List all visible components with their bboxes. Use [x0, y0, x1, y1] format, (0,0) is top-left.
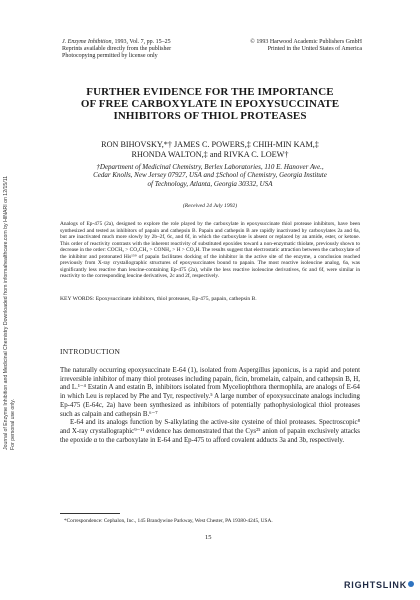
rightslink-logo[interactable] [344, 580, 414, 594]
download-notice-line: Journal of Enzyme Inhibition and Medicinal Chemistry Downloaded from informahealthcare.com by HINARI on 12/15/11 [3, 175, 9, 450]
logo-dot-icon [408, 581, 414, 587]
affiliation-line: Cedar Knolls, New Jersey 07927, USA and ‡School of Chemistry, Georgia Institute [93, 171, 327, 180]
keywords: KEY WORDS: Epoxysuccinate inhibitors, thiol proteases, Ep-475, papain, cathepsin B. [60, 296, 257, 302]
journal-name: J. Enzyme Inhibition, [62, 39, 113, 45]
title-line: FURTHER EVIDENCE FOR THE IMPORTANCE [86, 86, 334, 98]
page-number: 15 [205, 534, 212, 541]
affiliation-line: †Department of Medicinal Chemistry, Berlex Laboratories, 110 E. Hanover Ave., [96, 163, 324, 171]
publisher-info [212, 39, 362, 53]
author-list [40, 140, 380, 159]
reprints-note: Reprints available directly from the publisher [62, 46, 172, 53]
title-line: INHIBITORS OF THIOL PROTEASES [113, 110, 307, 122]
correspondence-footnote: *Correspondence: Cephalon, Inc., 145 Brandywine Parkway, West Chester, PA 19380-4245, USA. [64, 518, 273, 524]
paragraph: E-64 and its analogs function by S-alkylating the active-site cysteine of thiol proteases. Spectroscopic⁸ and X-ray crystallographic⁹⁻¹¹ evidence has demonstrated that the Cys²⁵ anion of papain exclusively attacks the epoxide α to the carboxylate in E-64 and Ep-475 to afford covalent adducts 3a and 3b, respectively. [60, 419, 360, 444]
footnote-divider [60, 513, 120, 514]
section-heading: INTRODUCTION [60, 347, 121, 356]
copyright-line: © 1993 Harwood Academic Publishers GmbH [250, 39, 362, 45]
author-line: RON BIHOVSKY,*† JAMES C. POWERS,‡ CHIH-MIN KAM,‡ [101, 140, 319, 149]
affiliations [40, 163, 380, 188]
logo-text: RIGHTSLINK [344, 580, 407, 590]
download-notice [3, 120, 27, 450]
received-date: (Received 24 July 1992) [182, 203, 238, 209]
author-line: RHONDA WALTON,‡ and RIVKA C. LOEW† [131, 149, 289, 159]
journal-volume: 1993, Vol. 7, pp. 15–25 [113, 39, 171, 45]
personal-use-line: For personal use only. [10, 399, 16, 450]
title-line: OF FREE CARBOXYLATE IN EPOXYSUCCINATE [80, 98, 340, 110]
article-title [40, 86, 380, 122]
paragraph: The naturally occurring epoxysuccinate E-64 (1), isolated from Aspergillus japonicus, is a rapid and potent irreversible inhibitor of many thiol proteases including papain, ficin, bromelain, calpain, and cathepsin B, H, and L.¹⁻⁴ Estatin A and estatin B, inhibitors isolated from Myceliophthora thermophila, are analogs of E-64 in which Leu is replaced by Phe and Tyr, respectively.⁵ A large number of epoxysuccinate analogs including Ep-475 (E-64c, 2a) have been synthesized as inhibitors of potentially pathophysiological thiol proteases such as calpain and cathepsin B.⁶⁻⁷ [60, 367, 360, 418]
abstract: Analogs of Ep-475 (2a), designed to explore the role played by the carboxylate in epoxysuccinate thiol protease inhibitors, have been synthesized and tested as inhibitors of papain and cathepsin B. Papain and cathepsin B are rapidly inactivated by carboxylates 2a and 6a, but are inactivated much more slowly by 2b–2f, 6c, and 6f, in which the carboxylate is absent or replaced by an amide, ester, or ketone. This order of reactivity contrasts with the inherent reactivity of substituted epoxides toward a non-enzymatic thiolate, previously shown to decrease in the order: COCH₃ > CO₂CH₃ > CONH₂ > H > CO₂H. The results suggest that electrostatic attraction between the carboxylate of the inhibitor and protonated His¹⁵⁹ of papain facilitates docking of the inhibitor in the active site of the enzyme, a conclusion reached previously from X-ray crystallographic structures of epoxysuccinates bound to papain. The most reactive isoleucine analog, 6a, was significantly less reactive than leucine-containing Ep-475 (2a), while the less reactive isoleucine derivatives, 6c and 6f, were similar in reactivity to the corresponding leucine derivatives, 2c and 2f, respectively. [60, 221, 360, 279]
printed-line: Printed in the United States of America [267, 46, 362, 53]
photocopy-note: Photocopying permitted by license only [62, 53, 158, 60]
journal-info [62, 39, 212, 61]
introduction-body [60, 367, 360, 445]
affiliation-line: of Technology, Atlanta, Georgia 30332, USA [147, 179, 273, 188]
